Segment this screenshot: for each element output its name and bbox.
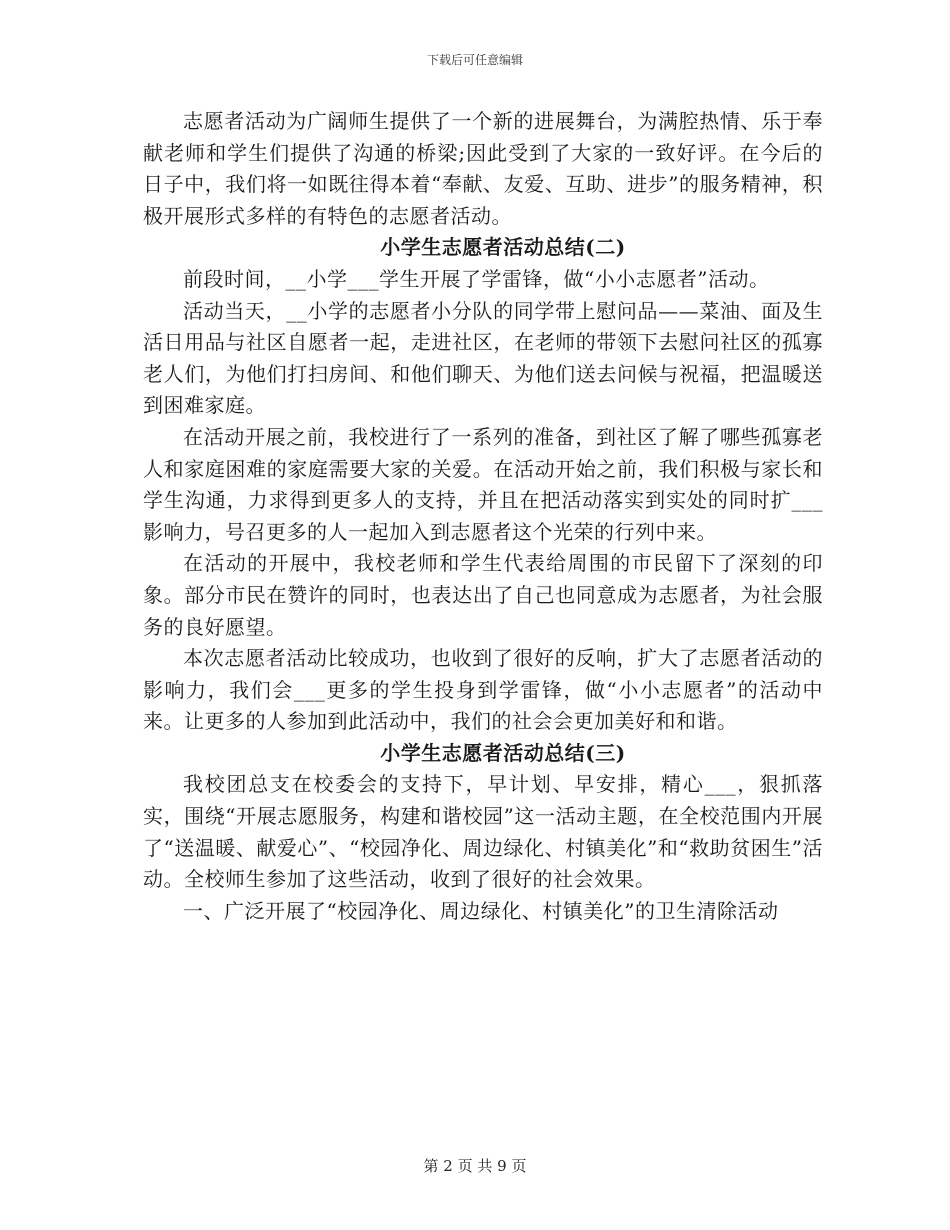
paragraph: 在活动的开展中，我校老师和学生代表给周围的市民留下了深刻的印象。部分市民在赞许的同时，也表达出了自己也同意成为志愿者，为社会服务的良好愿望。 bbox=[143, 551, 823, 639]
page-number: 第 2 页 共 9 页 bbox=[423, 1157, 527, 1175]
paragraph: 本次志愿者活动比较成功，也收到了很好的反响，扩大了志愿者活动的影响力，我们会___更多的学生投身到学雷锋，做“小小志愿者”的活动中来。让更多的人参加到此活动中，我们的社会会更加美好和和谐。 bbox=[143, 646, 823, 734]
paragraph-intro-closing: 志愿者活动为广阔师生提供了一个新的进展舞台，为满腔热情、乐于奉献老师和学生们提供了沟通的桥梁;因此受到了大家的一致好评。在今后的日子中，我们将一如既往得本着“奉献、友爱、互助、进步”的服务精神，积极开展形式多样的有特色的志愿者活动。 bbox=[143, 109, 823, 228]
section-heading-2: 小学生志愿者活动总结(二) bbox=[380, 235, 626, 260]
page-header: 下载后可任意编辑 bbox=[426, 53, 523, 67]
paragraph: 我校团总支在校委会的支持下，早计划、早安排，精心___，狠抓落实，围绕“开展志愿服务，构建和谐校园”这一活动主题，在全校范围内开展了“送温暖、献爱心”、“校园净化、周边绿化、村镇美化”和“救助贫困生”活动。全校师生参加了这些活动，收到了很好的社会效果。 bbox=[143, 772, 823, 892]
paragraph: 在活动开展之前，我校进行了一系列的准备，到社区了解了哪些孤寡老人和家庭困难的家庭需要大家的关爱。在活动开始之前，我们积极与家长和学生沟通，力求得到更多人的支持，并且在把活动落实到实处的同时扩___影响力，号召更多的人一起加入到志愿者这个光荣的行列中来。 bbox=[143, 424, 823, 544]
paragraph: 前段时间，__小学___学生开展了学雷锋，做“小小志愿者”活动。 bbox=[183, 266, 770, 291]
document-body bbox=[143, 106, 823, 927]
paragraph: 一、广泛开展了“校园净化、周边绿化、村镇美化”的卫生清除活动 bbox=[183, 898, 779, 923]
section-heading-3: 小学生志愿者活动总结(三) bbox=[380, 740, 626, 765]
paragraph: 活动当天，__小学的志愿者小分队的同学带上慰问品——菜油、面及生活日用品与社区自愿者一起，走进社区，在老师的带领下去慰问社区的孤寡老人们，为他们打扫房间、和他们聊天、为他们送去问候与祝福，把温暖送到困难家庭。 bbox=[143, 298, 823, 418]
